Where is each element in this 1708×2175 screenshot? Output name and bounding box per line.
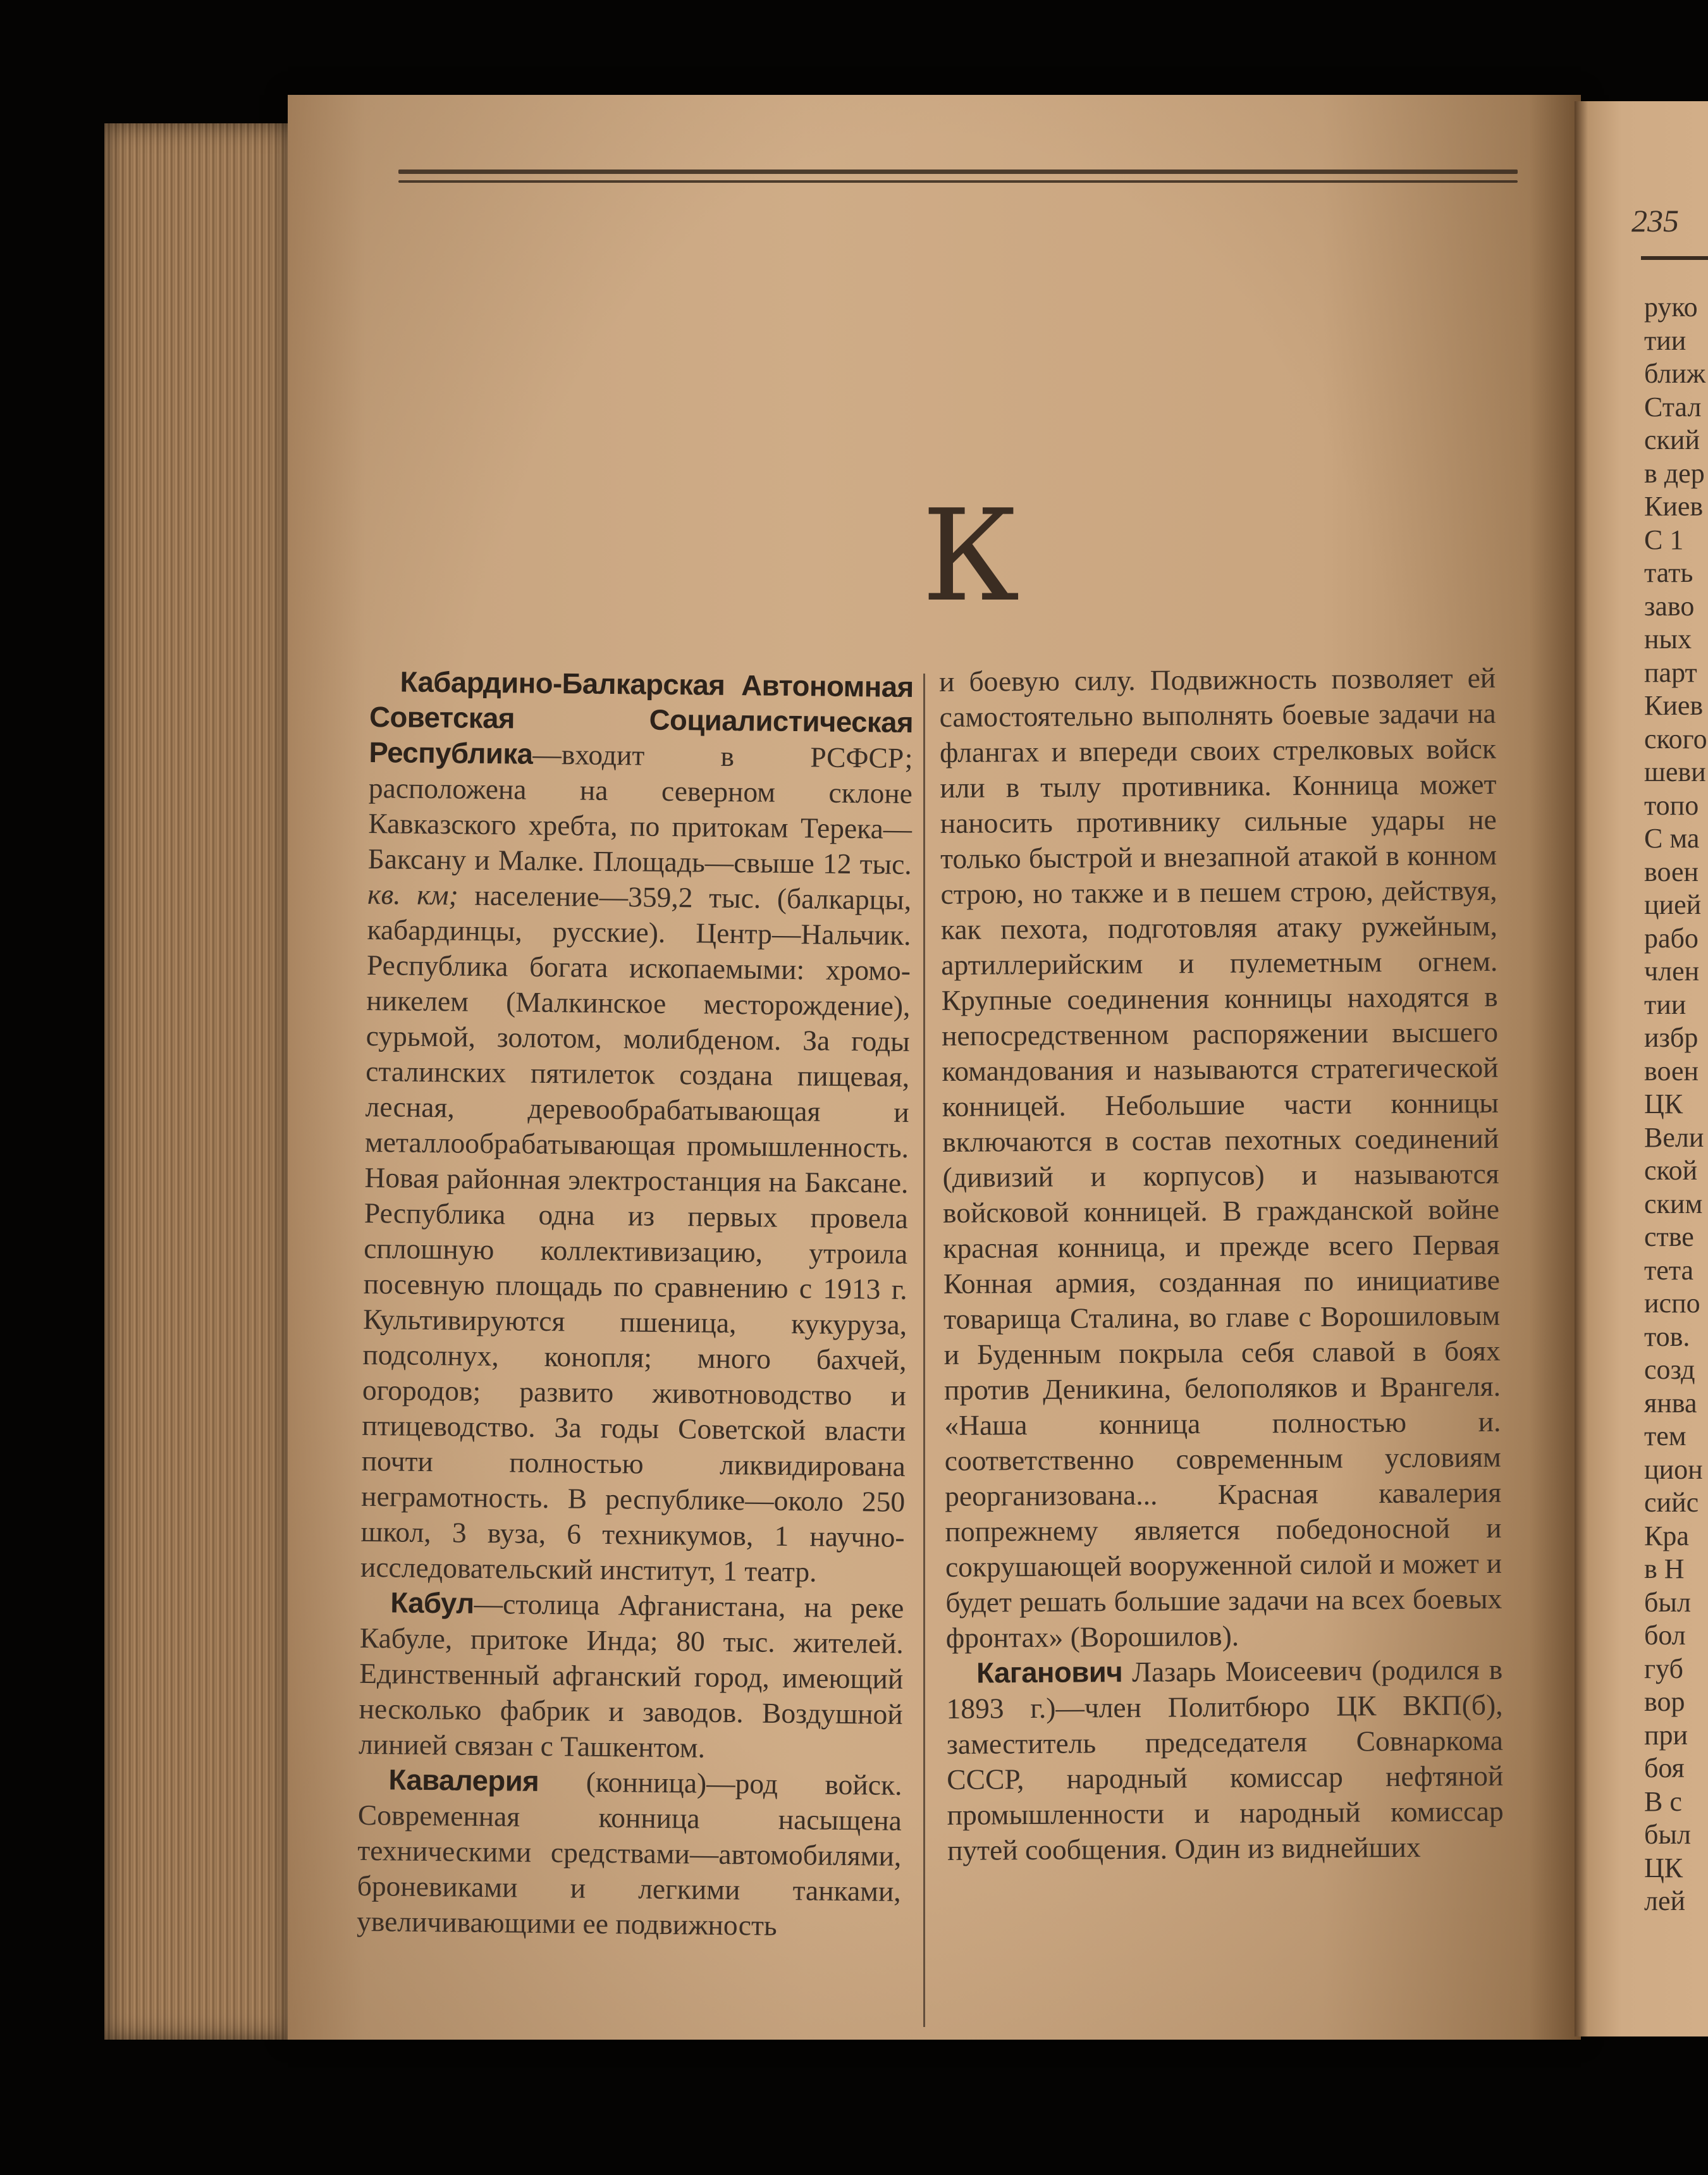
entry-text: —входит в РСФСР; расположена на северном склоне Кавказского хребта, по притокам Терека—Баксану и Малке. Площадь—свыше 12 тыс. [367,737,913,880]
entry-text: кв. км; [367,877,458,911]
facing-line: испо [1644,1288,1700,1319]
facing-line: тов. [1644,1321,1690,1352]
text-column-left [355,664,914,2036]
facing-line: лей [1644,1885,1686,1916]
page-number: 235 [1631,203,1679,238]
facing-line: шеви [1644,756,1706,787]
facing-line: тии [1644,324,1686,356]
facing-line: созд [1644,1354,1695,1385]
facing-line: был [1644,1586,1691,1618]
facing-line: парт [1644,656,1697,688]
entry-text: Лазарь Моисеевич (родился в 1893 г.)—член Политбюро ЦК ВКП(б), заместитель председателя Совнаркома СССР, народный комиссар нефтяной промышленности и народный комиссар путей сообщения. Один из виднейших [946,1653,1504,1866]
facing-text-column [1644,291,1708,1918]
dictionary-entry [946,1652,1504,1868]
facing-line: заво [1644,590,1695,622]
facing-line: Киев [1644,690,1704,721]
facing-line: боя [1644,1753,1685,1784]
facing-line: ближ [1644,358,1706,389]
facing-line: бол [1644,1620,1686,1651]
facing-line: ской [1644,1155,1698,1186]
facing-line: ским [1644,1188,1703,1219]
facing-line: руко [1644,292,1698,323]
facing-line: ЦК [1644,1852,1683,1883]
facing-line: стве [1644,1221,1694,1252]
facing-page [1575,101,1708,2036]
facing-line: Вели [1644,1121,1704,1153]
facing-line: тать [1644,557,1693,588]
facing-line: губ [1644,1653,1683,1684]
entry-term: Кавалерия [388,1763,539,1797]
facing-line: С 1 [1644,524,1684,555]
dictionary-entry [359,1585,904,1768]
facing-line: был [1644,1819,1691,1850]
facing-line: тем [1644,1420,1686,1451]
facing-line: топо [1644,789,1699,821]
facing-line: рабо [1644,922,1699,954]
facing-line: в Н [1644,1553,1685,1584]
text-column-right [939,660,1505,2030]
facing-line: в дер [1644,457,1705,489]
section-letter: К [921,483,1020,630]
facing-line: цией [1644,889,1702,920]
entry-text: (конница)—род войск. Современная конница насыщена техническими средствами—автомобилями, броневиками и легкими танками, увеличивающими ее подвижность [356,1765,902,1942]
book-page-stack [104,123,319,2040]
facing-line: В с [1644,1785,1682,1817]
left-page [288,95,1581,2040]
facing-top-rule [1641,256,1708,260]
entry-term: Кабардино-Балкарская Автономная Советская Социалистическая Республика [369,665,914,770]
facing-line: воен [1644,856,1699,887]
entry-text: и боевую силу. Подвижность позволяет ей самостоятельно выполнять боевые задачи на флангах и впереди своих стрелковых войск или в тылу противника. Конница может наносить противнику сильные удары не только быстрой и внезапной атакой в конном строю, но также и в пешем строю, действуя, как пехота, подготовляя атаку ружейным, артиллерийским и пулеметным огнем. Крупные соединения конницы находятся в непосредственном распоряжении высшего командования и называются стратегической конницей. Небольшие части конницы включаются в состав пехотных соединений (дивизий и корпусов) и называются войсковой конницей. В гражданской войне красная конница, и прежде всего Первая Конная армия, созданная по инициативе товарища Сталина, во главе с Ворошиловым и Буденным покрыла себя славой в боях против Деникина, белополяков и Врангеля. «Наша конница полностью и. соответственно современным условиям реорганизована... Красная кавалерия попрежнему является победоносной и сокрушающей вооруженной силой и может и будет решать большие задачи на всех боевых фронтах» (Ворошилов). [939,661,1502,1654]
facing-line: тета [1644,1254,1694,1286]
top-rule-thin [398,180,1518,183]
column-divider [923,674,925,2027]
dictionary-entry [360,664,914,1591]
facing-line: тии [1644,989,1686,1020]
facing-line: вор [1644,1686,1685,1717]
dictionary-entry [939,660,1502,1656]
entry-term: Кабул [390,1586,474,1620]
entry-text: —столица Афганистана, на реке Кабуле, притоке Инда; 80 тыс. жителей. Единственный афганский город, имеющий несколько фабрик и заводов. Воздушной линией связан с Ташкентом. [358,1587,904,1764]
facing-line: ЦК [1644,1088,1683,1119]
facing-line: Киев [1644,491,1704,522]
facing-line: цион [1644,1453,1703,1485]
entry-term: Каганович [976,1656,1123,1689]
facing-line: сийс [1644,1487,1699,1518]
facing-line: при [1644,1719,1688,1751]
facing-line: Кра [1644,1520,1689,1551]
facing-line: С ма [1644,823,1700,854]
facing-line: ных [1644,624,1692,655]
facing-line: воен [1644,1055,1699,1087]
facing-line: член [1644,956,1700,987]
facing-line: избр [1644,1022,1699,1053]
facing-line: ского [1644,723,1707,755]
entry-text: население—359,2 тыс. (балкарцы, кабардинцы, русские). Центр—Нальчик. Республика богата ископаемыми: хромо-никелем (Малкинское месторождение), сурьмой, золотом, молибденом. За годы сталинских пятилеток создана пищевая, лесная, деревообрабатывающая и металлообрабатывающая промышленность. Новая районная электростанция на Баксане. Республика одна из первых провела сплошную коллективизацию, утроила посевную площадь по сравнению с 1913 г. Культивируются пшеница, кукуруза, подсолнух, конопля; много бахчей, огородов; развито животноводство и птицеводство. За годы Советской власти почти полностью ликвидирована неграмотность. В республике—около 250 школ, 3 вуза, 6 техникумов, 1 научно-исследовательский институт, 1 театр. [360,878,912,1588]
facing-line: ский [1644,424,1700,455]
facing-line: Стал [1644,391,1702,422]
top-rule [398,169,1518,174]
facing-line: янва [1644,1387,1697,1419]
dictionary-entry [357,1762,902,1945]
